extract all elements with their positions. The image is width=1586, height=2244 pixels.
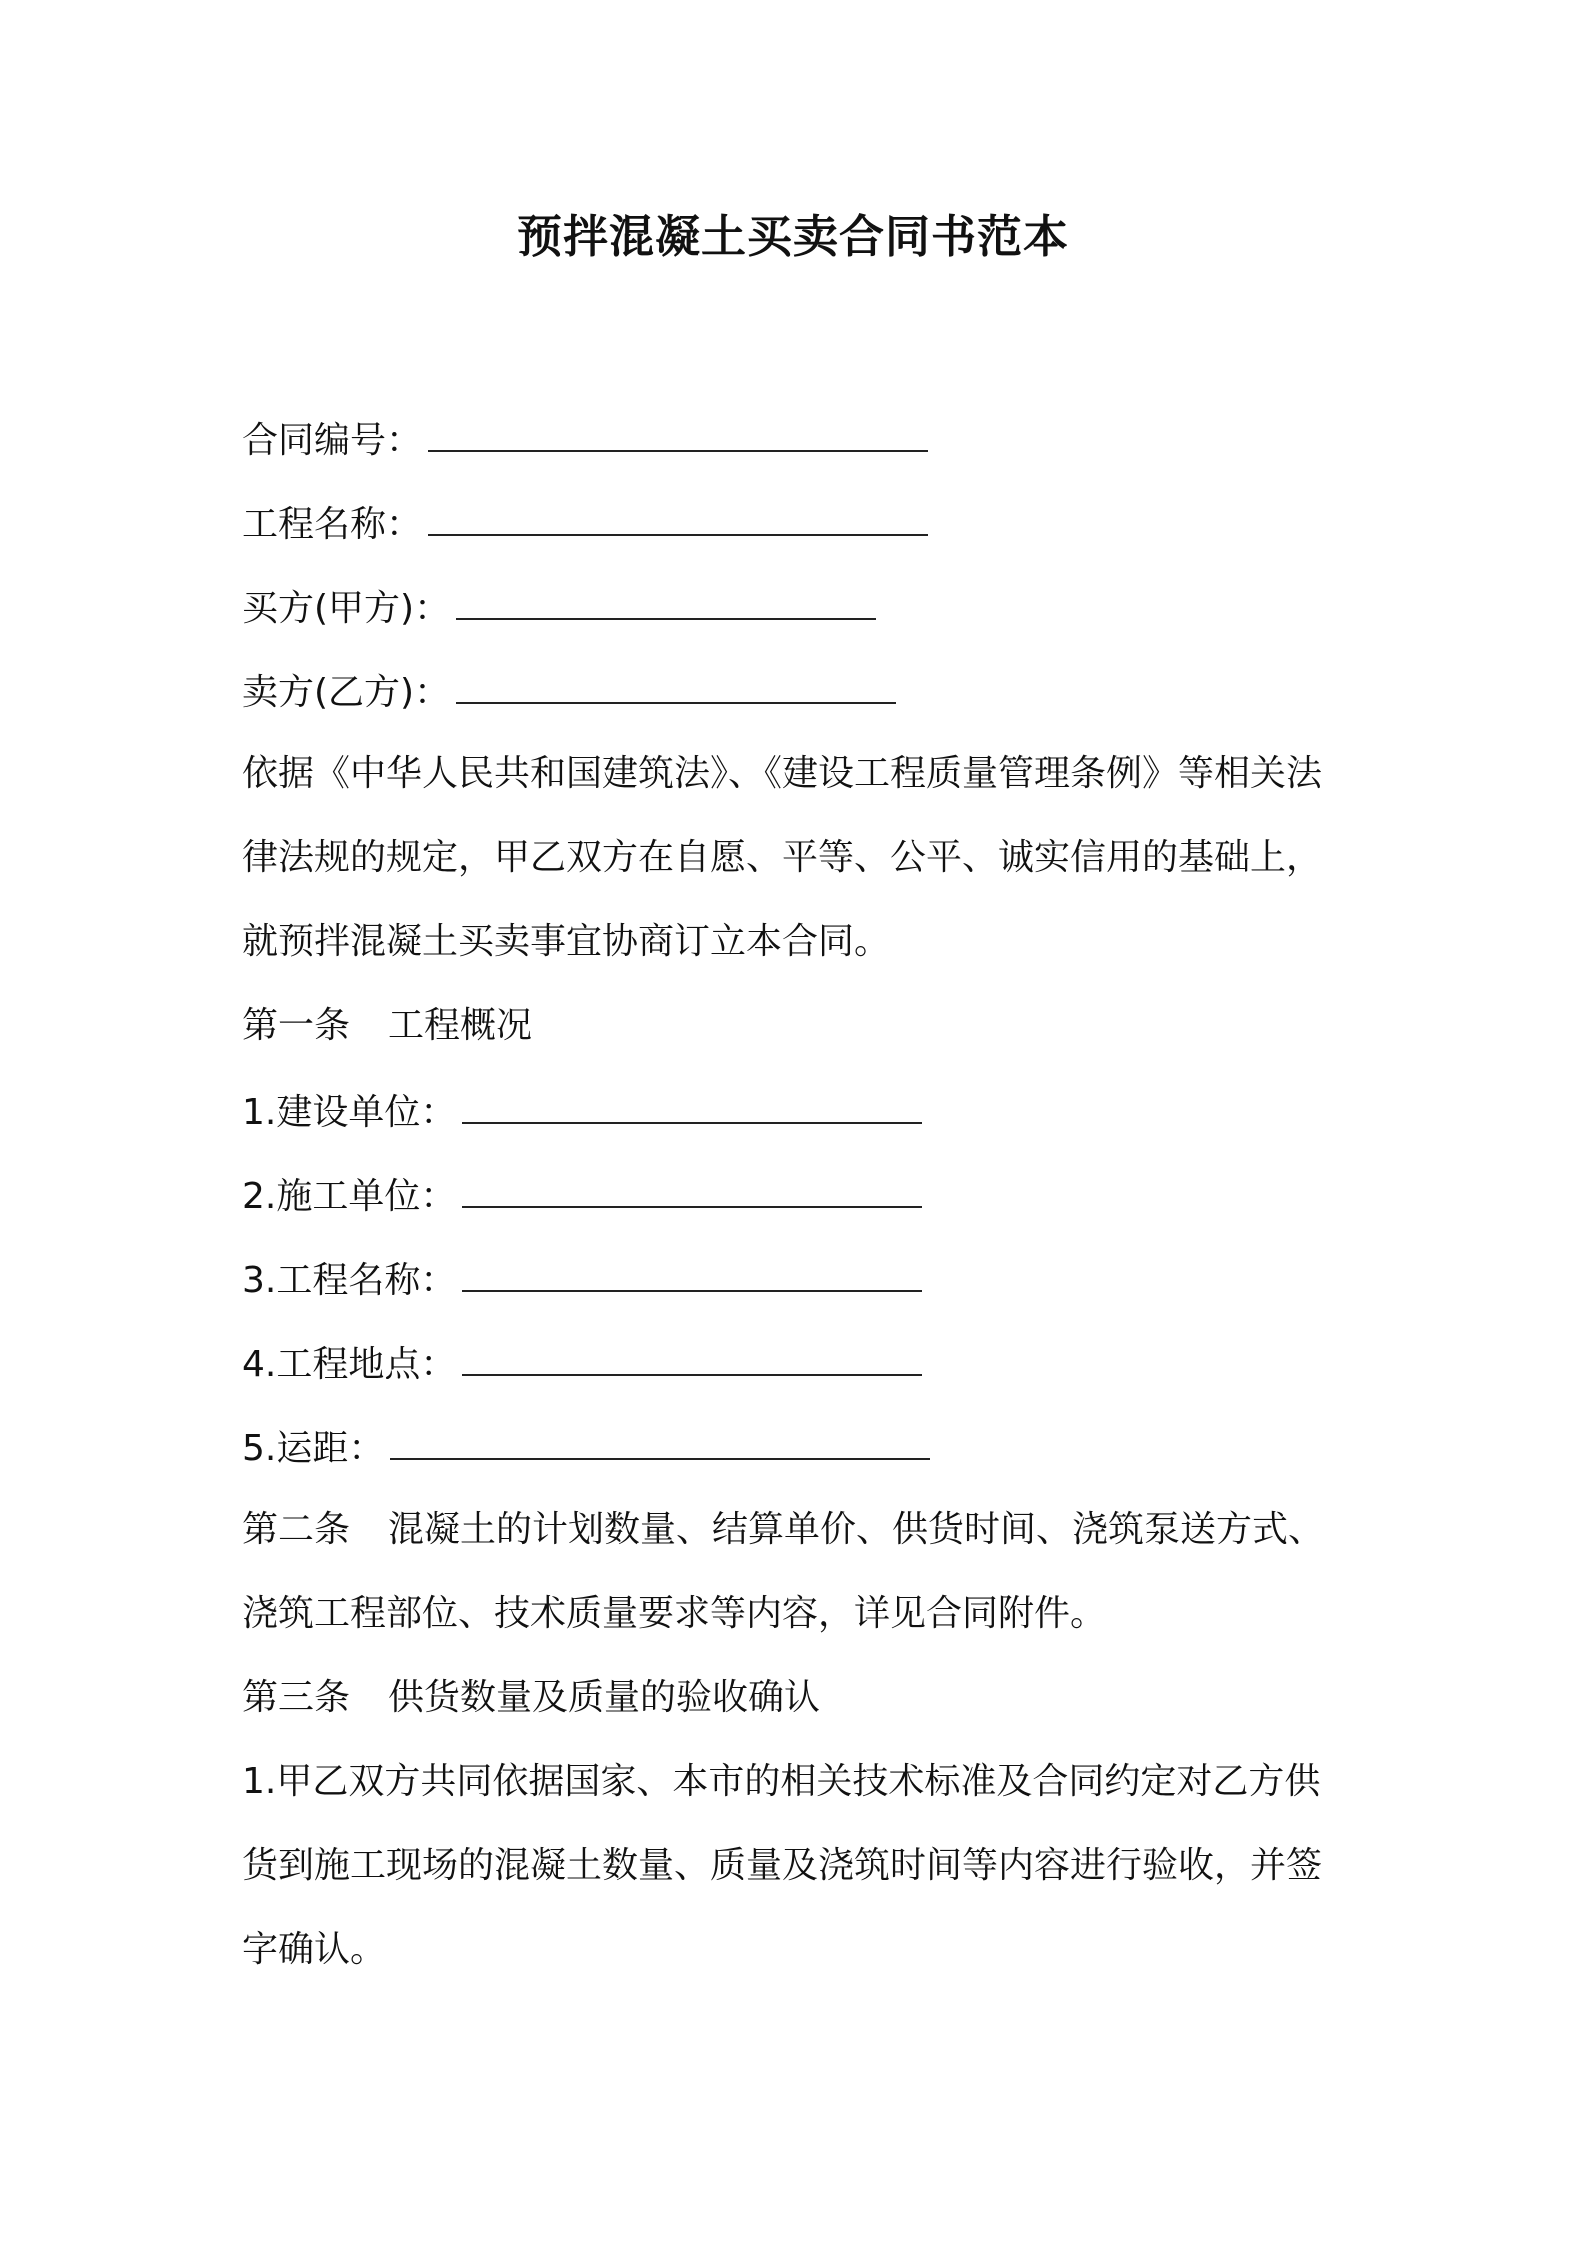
article-2-line: 浇筑工程部位、技术质量要求等内容，详见合同附件。 — [242, 1593, 1107, 1634]
article-title: 工程概况 — [388, 1005, 533, 1046]
field-buyer — [242, 588, 876, 627]
field-label: 合同编号： — [242, 420, 423, 461]
item-label: 1.建设单位： — [242, 1092, 457, 1133]
field-label: 卖方(乙方)： — [242, 672, 451, 713]
article-3-line: 字确认。 — [242, 1929, 387, 1970]
field-label: 买方(甲方)： — [242, 588, 451, 629]
blank-line[interactable] — [428, 504, 928, 536]
article-3-line: 货到施工现场的混凝土数量、质量及浇筑时间等内容进行验收，并签 — [242, 1845, 1323, 1886]
article-title: 供货数量及质量的验收确认 — [388, 1677, 821, 1718]
article-1-heading — [242, 1005, 533, 1046]
intro-line: 就预拌混凝土买卖事宜协商订立本合同。 — [242, 921, 891, 962]
item-label: 2.施工单位： — [242, 1176, 457, 1217]
article-text: 混凝土的计划数量、结算单价、供货时间、浇筑泵送方式、 — [388, 1509, 1325, 1550]
article-number: 第一条 — [242, 1005, 351, 1046]
article-1-item — [242, 1428, 930, 1467]
intro-line: 依据《中华人民共和国建筑法》、《建设工程质量管理条例》等相关法 — [242, 753, 1323, 794]
item-label: 3.工程名称： — [242, 1260, 457, 1301]
blank-line[interactable] — [456, 588, 876, 620]
article-1-item — [242, 1092, 922, 1131]
article-1-item — [242, 1176, 922, 1215]
intro-line: 律法规的规定，甲乙双方在自愿、平等、公平、诚实信用的基础上， — [242, 837, 1323, 878]
blank-line[interactable] — [390, 1428, 930, 1460]
article-number: 第三条 — [242, 1677, 351, 1718]
field-seller — [242, 672, 896, 711]
blank-line[interactable] — [462, 1344, 922, 1376]
item-label: 4.工程地点： — [242, 1344, 457, 1385]
blank-line[interactable] — [462, 1260, 922, 1292]
article-number: 第二条 — [242, 1509, 351, 1550]
article-2-heading — [242, 1509, 1325, 1550]
blank-line[interactable] — [428, 420, 928, 452]
field-contract-number — [242, 420, 928, 459]
document-title: 预拌混凝土买卖合同书范本 — [516, 210, 1069, 263]
blank-line[interactable] — [456, 672, 896, 704]
field-label: 工程名称： — [242, 504, 423, 545]
blank-line[interactable] — [462, 1092, 922, 1124]
item-label: 5.运距： — [242, 1428, 385, 1469]
field-project-name — [242, 504, 928, 543]
article-1-item — [242, 1260, 922, 1299]
blank-line[interactable] — [462, 1176, 922, 1208]
article-3-line: 1.甲乙双方共同依据国家、本市的相关技术标准及合同约定对乙方供 — [242, 1761, 1321, 1802]
article-1-item — [242, 1344, 922, 1383]
article-3-heading — [242, 1677, 821, 1718]
